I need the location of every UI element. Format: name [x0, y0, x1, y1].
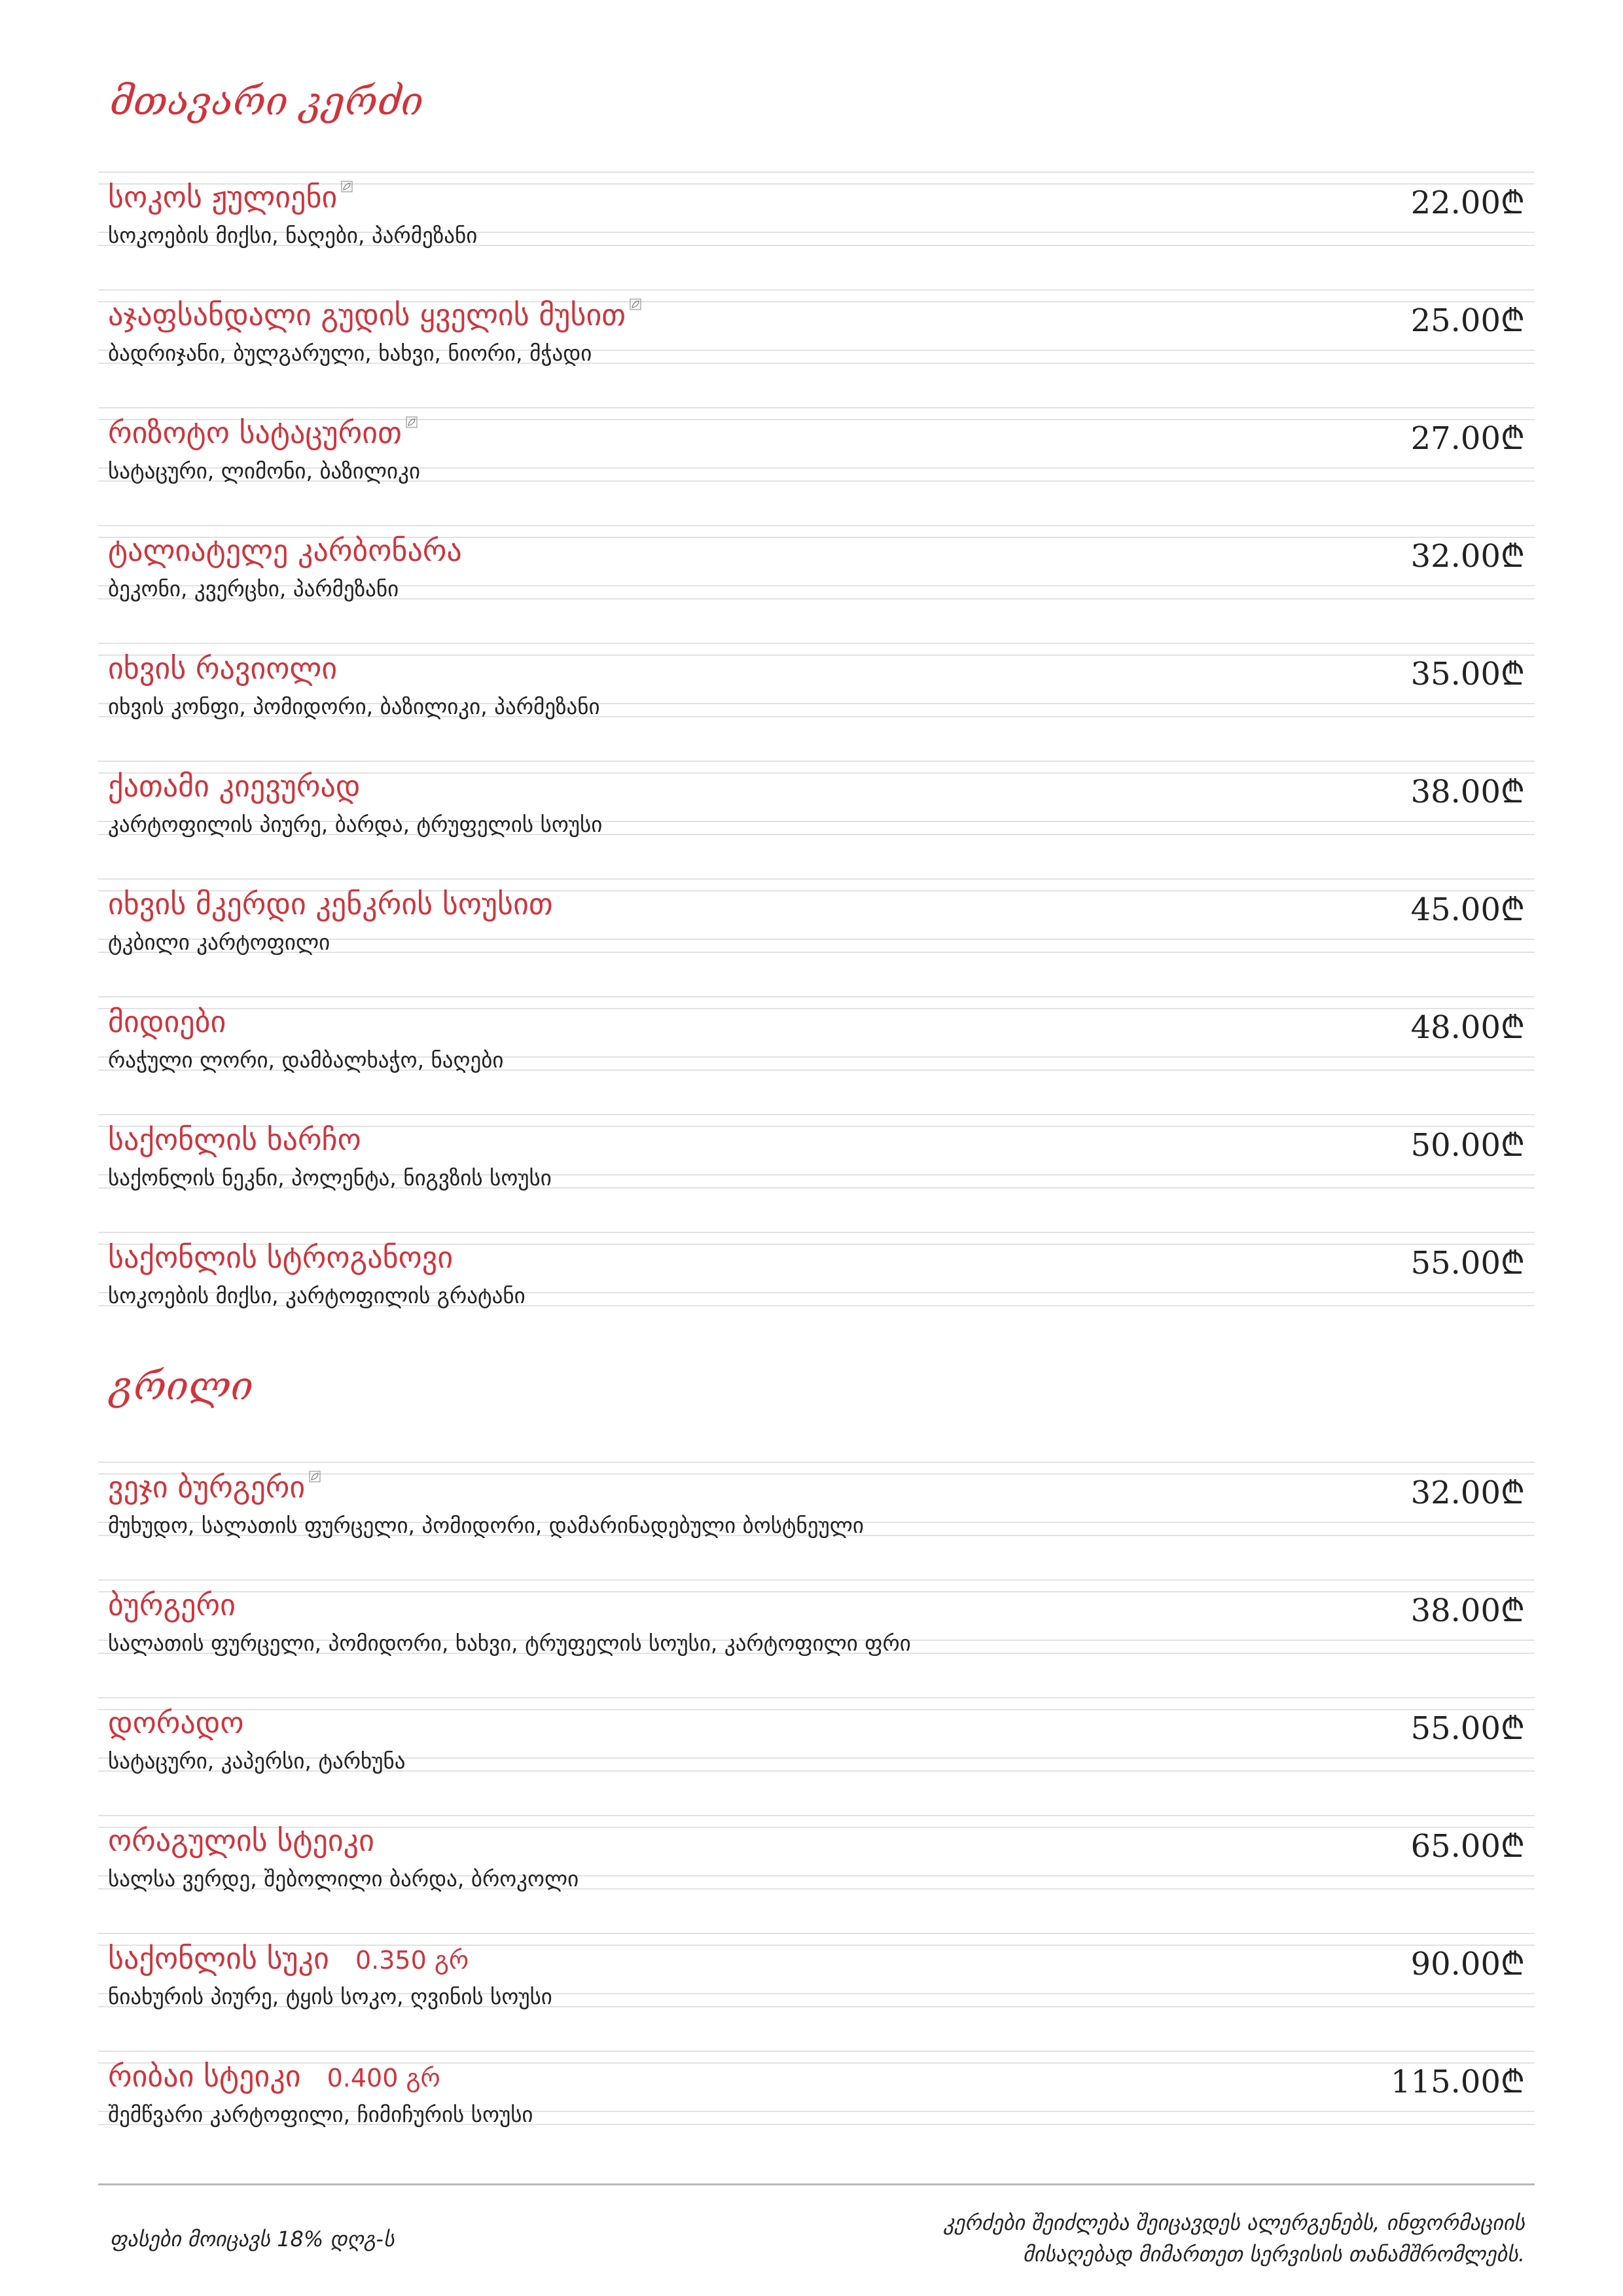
item-description: სატაცური, კაპერსი, ტარხუნა	[108, 1748, 406, 1774]
ruled-line	[98, 1579, 1535, 1581]
item-name-text: ტალიატელე კარბონარა	[108, 533, 462, 568]
item-description: სოკოების მიქსი, ნაღები, პარმეზანი	[108, 223, 478, 248]
item-weight: 0.400 გრ	[327, 2064, 440, 2092]
menu-item	[98, 525, 1535, 610]
ruled-line	[98, 1114, 1535, 1115]
ruled-line	[98, 407, 1535, 408]
menu-item	[98, 289, 1535, 374]
item-description: ტკბილი კარტოფილი	[108, 929, 330, 955]
item-description: სალსა ვერდე, შებოლილი ბარდა, ბროკოლი	[108, 1866, 579, 1892]
item-name	[108, 1240, 453, 1275]
ruled-line	[98, 1709, 1535, 1710]
item-description: იხვის კონფი, პომიდორი, ბაზილიკი, პარმეზანი	[108, 694, 600, 719]
item-price: 32.00₾	[1410, 538, 1525, 575]
item-price: 35.00₾	[1410, 656, 1525, 692]
item-name	[108, 1004, 226, 1039]
leaf-icon	[309, 1471, 321, 1482]
item-name	[108, 179, 353, 215]
item-price: 25.00₾	[1410, 302, 1525, 339]
item-name	[108, 533, 462, 568]
item-price: 50.00₾	[1410, 1127, 1525, 1164]
menu-item	[98, 2051, 1535, 2136]
item-name-text: მიდიები	[108, 1004, 226, 1039]
item-price: 38.00₾	[1410, 1592, 1525, 1629]
allergen-note-line-1: კერძები შეიძლება შეიცავდეს ალერგენებს, ინფორმაციის	[943, 2210, 1525, 2235]
allergen-note-line-2: მისაღებად მიმართეთ სერვისის თანამშრომლებს.	[1022, 2242, 1525, 2267]
item-price: 90.00₾	[1410, 1946, 1525, 1982]
ruled-line	[98, 289, 1535, 291]
item-name	[108, 2058, 440, 2094]
item-name	[108, 1823, 374, 1858]
menu-item	[98, 643, 1535, 728]
ruled-line	[98, 996, 1535, 997]
item-description: შემწვარი კარტოფილი, ჩიმიჩურის სოუსი	[108, 2102, 533, 2127]
ruled-line	[98, 2051, 1535, 2052]
ruled-line	[98, 171, 1535, 173]
item-description: საქონლის ნეკნი, პოლენტა, ნიგვზის სოუსი	[108, 1165, 552, 1191]
item-name	[108, 1469, 321, 1505]
menu-item	[98, 878, 1535, 963]
menu-item	[98, 407, 1535, 492]
item-price: 32.00₾	[1410, 1475, 1525, 1511]
item-name-text: ქათამი კიევურად	[108, 768, 361, 804]
item-name-text: საქონლის ხარჩო	[108, 1122, 361, 1157]
menu-item	[98, 996, 1535, 1081]
item-name-text: იხვის მკერდი კენკრის სოუსით	[108, 886, 553, 922]
item-description: ბადრიჯანი, ბულგარული, ხახვი, ნიორი, მჭადი	[108, 340, 592, 366]
ruled-line	[98, 1232, 1535, 1233]
item-name-text: ბურგერი	[108, 1587, 236, 1623]
menu-item	[98, 1579, 1535, 1664]
item-name	[108, 1705, 244, 1740]
menu-item	[98, 761, 1535, 846]
item-description: სატაცური, ლიმონი, ბაზილიკი	[108, 458, 421, 484]
item-price: 22.00₾	[1410, 185, 1525, 221]
item-name-text: საქონლის სუკი	[108, 1941, 329, 1976]
item-description: სოკოების მიქსი, კარტოფილის გრატანი	[108, 1283, 526, 1308]
menu-item	[98, 1815, 1535, 1900]
item-price: 48.00₾	[1410, 1009, 1525, 1046]
ruled-line	[98, 1462, 1535, 1463]
ruled-line	[98, 878, 1535, 880]
section-title-grill: გრილი	[110, 1363, 253, 1409]
allergen-note	[674, 2207, 1525, 2270]
ruled-line	[98, 525, 1535, 526]
menu-item	[98, 1462, 1535, 1547]
item-description: ნიახურის პიურე, ტყის სოკო, ღვინის სოუსი	[108, 1984, 552, 2009]
menu-item	[98, 1933, 1535, 2018]
item-name-text: იხვის რავიოლი	[108, 651, 338, 686]
ruled-line	[98, 1697, 1535, 1698]
item-name	[108, 1122, 361, 1157]
item-price: 115.00₾	[1391, 2064, 1525, 2100]
item-name	[108, 297, 641, 332]
item-name	[108, 1587, 236, 1623]
item-name-text: რიზოტო სატაცურით	[108, 415, 402, 450]
menu-item	[98, 1114, 1535, 1199]
item-price: 55.00₾	[1410, 1710, 1525, 1747]
item-description: მუხუდო, სალათის ფურცელი, პომიდორი, დამარინადებული ბოსტნეული	[108, 1513, 864, 1538]
item-price: 27.00₾	[1410, 420, 1525, 457]
item-name	[108, 1941, 469, 1976]
item-description: კარტოფილის პიურე, ბარდა, ტრუფელის სოუსი	[108, 812, 603, 837]
menu-item	[98, 1697, 1535, 1782]
footer-divider	[98, 2183, 1535, 2185]
item-name-text: ვეჯი ბურგერი	[108, 1469, 306, 1505]
item-name-text: დორადო	[108, 1705, 244, 1740]
ruled-line	[98, 1933, 1535, 1934]
ruled-line	[98, 643, 1535, 644]
item-description: სალათის ფურცელი, პომიდორი, ხახვი, ტრუფელის სოუსი, კარტოფილი ფრი	[108, 1630, 911, 1656]
item-name-text: საქონლის სტროგანოვი	[108, 1240, 454, 1275]
item-description: რაჭული ლორი, დამბალხაჭო, ნაღები	[108, 1047, 504, 1073]
item-price: 45.00₾	[1410, 891, 1525, 928]
item-name	[108, 886, 553, 922]
item-price: 38.00₾	[1410, 774, 1525, 810]
item-name	[108, 651, 337, 686]
vat-note: ფასები მოიცავს 18% დღგ-ს	[110, 2227, 395, 2251]
leaf-icon	[630, 298, 641, 310]
ruled-line	[98, 1008, 1535, 1009]
item-description: ბეკონი, კვერცხი, პარმეზანი	[108, 576, 399, 601]
ruled-line	[98, 1591, 1535, 1592]
ruled-line	[98, 761, 1535, 762]
item-price: 55.00₾	[1410, 1245, 1525, 1282]
item-name-text: აჯაფსანდალი გუდის ყველის მუსით	[108, 297, 626, 332]
ruled-line	[98, 1815, 1535, 1816]
item-weight: 0.350 გრ	[355, 1946, 469, 1975]
menu-item	[98, 171, 1535, 257]
item-price: 65.00₾	[1410, 1828, 1525, 1865]
section-title-main: მთავარი კერძი	[110, 79, 423, 124]
item-name-text: ორაგულის სტეიკი	[108, 1823, 374, 1858]
leaf-icon	[406, 416, 418, 428]
item-name-text: სოკოს ჟულიენი	[108, 179, 338, 215]
item-name-text: რიბაი სტეიკი	[108, 2058, 301, 2094]
item-name	[108, 768, 360, 804]
menu-item	[98, 1232, 1535, 1317]
item-name	[108, 415, 418, 450]
leaf-icon	[341, 181, 353, 192]
